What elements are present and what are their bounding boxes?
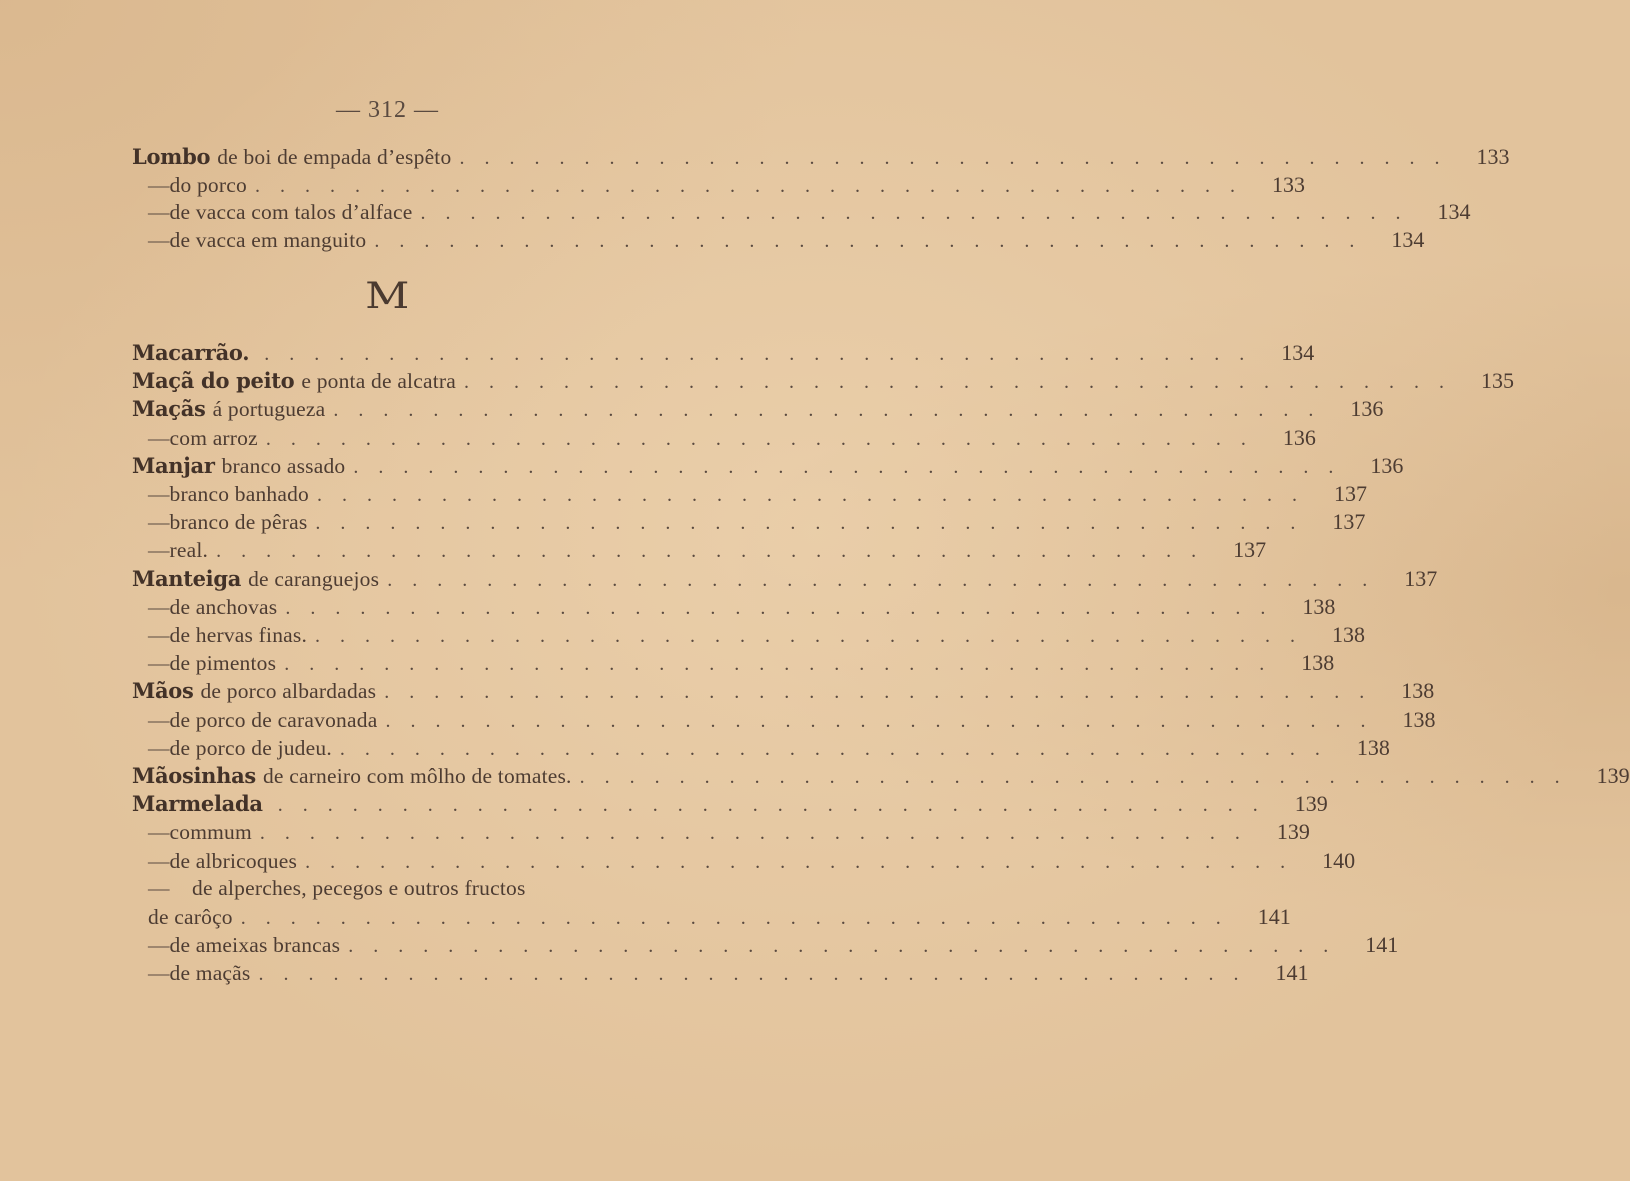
index-entry bbox=[132, 847, 1356, 876]
ditto-dash: — bbox=[148, 735, 170, 760]
dot-leader: . . . . . . . . . . . . . . . . . . . . . . . . . . . . . . . . . . . . . . . . bbox=[348, 935, 1349, 958]
index-entry bbox=[132, 763, 1630, 791]
index-entry bbox=[132, 904, 1291, 932]
ditto-dash: — bbox=[148, 848, 170, 873]
dot-leader: . . . . . . . . . . . . . . . . . . . . . . . . . . . . . . . . . . . . . . . . bbox=[374, 229, 1375, 252]
index-entry bbox=[132, 199, 1471, 227]
page-reference: 138 bbox=[1401, 678, 1435, 704]
entry-text: real. bbox=[169, 538, 209, 563]
ditto-dash: — bbox=[148, 961, 170, 986]
page-reference: 138 bbox=[1402, 706, 1436, 732]
entry-text: de porco albardadas bbox=[200, 679, 377, 704]
ditto-dash: — bbox=[148, 200, 170, 224]
entry-headword: Manjar bbox=[132, 452, 215, 478]
page-reference: 137 bbox=[1334, 481, 1368, 506]
index-entry bbox=[132, 876, 654, 904]
page-number: — 312 — bbox=[336, 97, 439, 123]
index-entry bbox=[132, 509, 1366, 537]
dot-leader: . . . . . . . . . . . . . . . . . . . . . . . . . . . . . . . . . . . . . . . . bbox=[265, 427, 1266, 450]
entry-text: de boi de empada d’espêto bbox=[217, 145, 452, 169]
dot-leader: . . . . . . . . . . . . . . . . . . . . . . . . . . . . . . . . . . . . . . . . bbox=[240, 907, 1241, 929]
dot-leader: . . . . . . . . . . . . . . . . . . . . . . . . . . . . . . . . . . . . . . . . bbox=[339, 737, 1340, 760]
entry-text: de carneiro com môlho de tomates. bbox=[262, 764, 572, 788]
entry-headword: Maçãs bbox=[132, 396, 206, 422]
dot-leader: . . . . . . . . . . . . . . . . . . . . . . . . . . . . . . . . . . . . . . . . bbox=[254, 174, 1255, 197]
dot-leader: . . . . . . . . . . . . . . . . . . . . . . . . . . . . . . . . . . . . . . . . bbox=[420, 202, 1421, 224]
index-entry bbox=[132, 932, 1399, 960]
entry-headword: Macarrão. bbox=[132, 340, 250, 365]
page-reference: 136 bbox=[1350, 396, 1384, 422]
index-entry bbox=[132, 340, 1315, 368]
entry-text: de caranguejos bbox=[248, 566, 380, 591]
ditto-dash: — bbox=[148, 510, 170, 535]
index-entry bbox=[132, 734, 1390, 763]
entry-text: á portugueza bbox=[212, 397, 326, 422]
index-entry bbox=[132, 960, 1309, 988]
page-reference: 141 bbox=[1257, 904, 1291, 929]
dot-leader: . . . . . . . . . . . . . . . . . . . . . . . . . . . . . . . . . . . . . . . . bbox=[259, 822, 1260, 845]
dot-leader: . . . . . . . . . . . . . . . . . . . . . . . . . . . . . . . . . . . . . . . . bbox=[258, 963, 1259, 986]
ditto-dash: — bbox=[148, 820, 170, 845]
index-entry bbox=[132, 144, 1510, 172]
entry-text: commum bbox=[169, 820, 252, 845]
dot-leader: . . . . . . . . . . . . . . . . . . . . . . . . . . . . . . . . . . . . . . . . bbox=[387, 568, 1388, 591]
dot-leader: . . . . . . . . . . . . . . . . . . . . . . . . . . . . . . . . . . . . . . . . bbox=[579, 766, 1580, 788]
dot-leader: . . . . . . . . . . . . . . . . . . . . . . . . . . . . . . . . . . . . . . . . bbox=[264, 343, 1265, 365]
entry-headword: Mãosinhas bbox=[132, 763, 256, 788]
entry-text: de pimentos bbox=[169, 651, 277, 676]
entry-text: de porco de caravonada bbox=[169, 707, 378, 732]
index-entry bbox=[132, 678, 1435, 706]
ditto-dash: — bbox=[148, 227, 170, 252]
dot-leader: . . . . . . . . . . . . . . . . . . . . . . . . . . . . . . . . . . . . . . . . bbox=[305, 850, 1306, 873]
index-entry bbox=[132, 650, 1335, 678]
index-entry bbox=[132, 819, 1310, 847]
index-entry bbox=[132, 226, 1425, 255]
page-reference: 136 bbox=[1370, 452, 1404, 478]
dot-leader: . . . . . . . . . . . . . . . . . . . . . . . . . . . . . . . . . . . . . . . . bbox=[315, 512, 1316, 535]
ditto-dash: — bbox=[148, 538, 170, 563]
index-entry bbox=[132, 565, 1438, 594]
page-reference: 134 bbox=[1391, 226, 1425, 252]
dot-leader: . . . . . . . . . . . . . . . . . . . . . . . . . . . . . . . . . . . . . . . . bbox=[459, 147, 1460, 169]
page-reference: 134 bbox=[1437, 199, 1471, 224]
page-reference: 139 bbox=[1596, 763, 1630, 788]
page-reference: 138 bbox=[1332, 622, 1366, 647]
dot-leader: . . . . . . . . . . . . . . . . . . . . . . . . . . . . . . . . . . . . . . . . bbox=[464, 371, 1464, 394]
entry-text: branco banhado bbox=[169, 482, 310, 506]
page-reference: 135 bbox=[1481, 368, 1514, 394]
index-entry bbox=[132, 171, 1305, 200]
index-entry bbox=[132, 593, 1336, 622]
page-reference: 137 bbox=[1233, 537, 1267, 563]
dot-leader: . . . . . . . . . . . . . . . . . . . . . . . . . . . . . . . . . . . . . . . . bbox=[216, 540, 1217, 563]
entry-text: com arroz bbox=[169, 425, 258, 450]
entry-text: e ponta de alcatra bbox=[301, 369, 456, 394]
entry-text: de anchovas bbox=[169, 594, 278, 619]
entry-headword: Marmelada bbox=[132, 791, 263, 817]
index-entry bbox=[132, 622, 1366, 650]
page-reference: 137 bbox=[1332, 509, 1366, 535]
dot-leader: . . . . . . . . . . . . . . . . . . . . . . . . . . . . . . . . . . . . . . . . bbox=[284, 653, 1285, 676]
page-reference: 139 bbox=[1294, 791, 1328, 817]
entry-text: de porco de judeu. bbox=[169, 735, 332, 760]
page-reference: 141 bbox=[1365, 932, 1399, 958]
page-reference: 138 bbox=[1302, 593, 1336, 619]
entry-text: branco de pêras bbox=[169, 510, 308, 535]
entry-headword: Lombo bbox=[132, 144, 211, 169]
entry-text: de albricoques bbox=[169, 848, 298, 873]
index-entry bbox=[132, 452, 1404, 481]
index-entry bbox=[132, 481, 1368, 509]
page-reference: 138 bbox=[1356, 734, 1390, 760]
index-entry bbox=[132, 791, 1328, 819]
page-reference: 140 bbox=[1322, 847, 1356, 873]
dot-leader: . . . . . . . . . . . . . . . . . . . . . . . . . . . . . . . . . . . . . . . . bbox=[315, 625, 1316, 647]
entry-headword: Mãos bbox=[132, 678, 194, 704]
dot-leader: . . . . . . . . . . . . . . . . . . . . . . . . . . . . . . . . . . . . . . . . bbox=[333, 399, 1334, 422]
page-reference: 141 bbox=[1275, 960, 1309, 986]
ditto-dash: — bbox=[148, 482, 170, 506]
ditto-dash: — bbox=[148, 875, 170, 900]
ditto-dash: — bbox=[148, 933, 170, 958]
ditto-dash: — bbox=[148, 172, 170, 197]
dot-leader: . . . . . . . . . . . . . . . . . . . . . . . . . . . . . . . . . . . . . . . . bbox=[317, 484, 1318, 506]
entry-text: de hervas finas. bbox=[169, 623, 308, 647]
index-entry bbox=[132, 368, 1514, 396]
entry-text: do porco bbox=[169, 172, 247, 197]
entry-headword: Manteiga bbox=[132, 565, 242, 591]
page-reference: 133 bbox=[1476, 144, 1510, 169]
index-entry bbox=[132, 424, 1316, 453]
ditto-dash: — bbox=[148, 707, 170, 732]
ditto-dash: — bbox=[148, 594, 170, 619]
page-reference: 137 bbox=[1404, 565, 1438, 591]
entry-headword: Maçã do peito bbox=[132, 368, 295, 394]
index-entry bbox=[132, 537, 1267, 565]
entry-text: de vacca com talos d’alface bbox=[169, 200, 413, 224]
index-entry bbox=[132, 706, 1436, 735]
page-reference: 139 bbox=[1276, 819, 1310, 845]
dot-leader: . . . . . . . . . . . . . . . . . . . . . . . . . . . . . . . . . . . . . . . . bbox=[277, 794, 1278, 817]
page-reference: 134 bbox=[1281, 340, 1315, 365]
dot-leader: . . . . . . . . . . . . . . . . . . . . . . . . . . . . . . . . . . . . . . . . bbox=[285, 596, 1286, 619]
entry-text: de carôço bbox=[148, 905, 233, 929]
entry-text: branco assado bbox=[221, 453, 346, 478]
index-entry bbox=[132, 396, 1384, 424]
ditto-dash: — bbox=[148, 425, 170, 450]
dot-leader: . . . . . . . . . . . . . . . . . . . . . . . . . . . . . . . . . . . . . . . . bbox=[384, 681, 1385, 704]
dot-leader: . . . . . . . . . . . . . . . . . . . . . . . . . . . . . . . . . . . . . . . . bbox=[385, 709, 1386, 732]
section-letter: M bbox=[365, 276, 410, 317]
entry-text: de vacca em manguito bbox=[169, 227, 367, 252]
ditto-dash: — bbox=[148, 623, 170, 647]
entry-text: de maçãs bbox=[169, 961, 251, 986]
entry-text: de ameixas brancas bbox=[169, 933, 341, 958]
page-reference: 136 bbox=[1282, 424, 1316, 450]
page-reference: 138 bbox=[1301, 650, 1335, 676]
page-reference: 133 bbox=[1271, 171, 1305, 197]
dot-leader: . . . . . . . . . . . . . . . . . . . . . . . . . . . . . . . . . . . . . . . . bbox=[353, 455, 1354, 478]
ditto-dash: — bbox=[148, 651, 170, 676]
entry-text: de alperches, pecegos e outros fructos bbox=[192, 875, 526, 900]
